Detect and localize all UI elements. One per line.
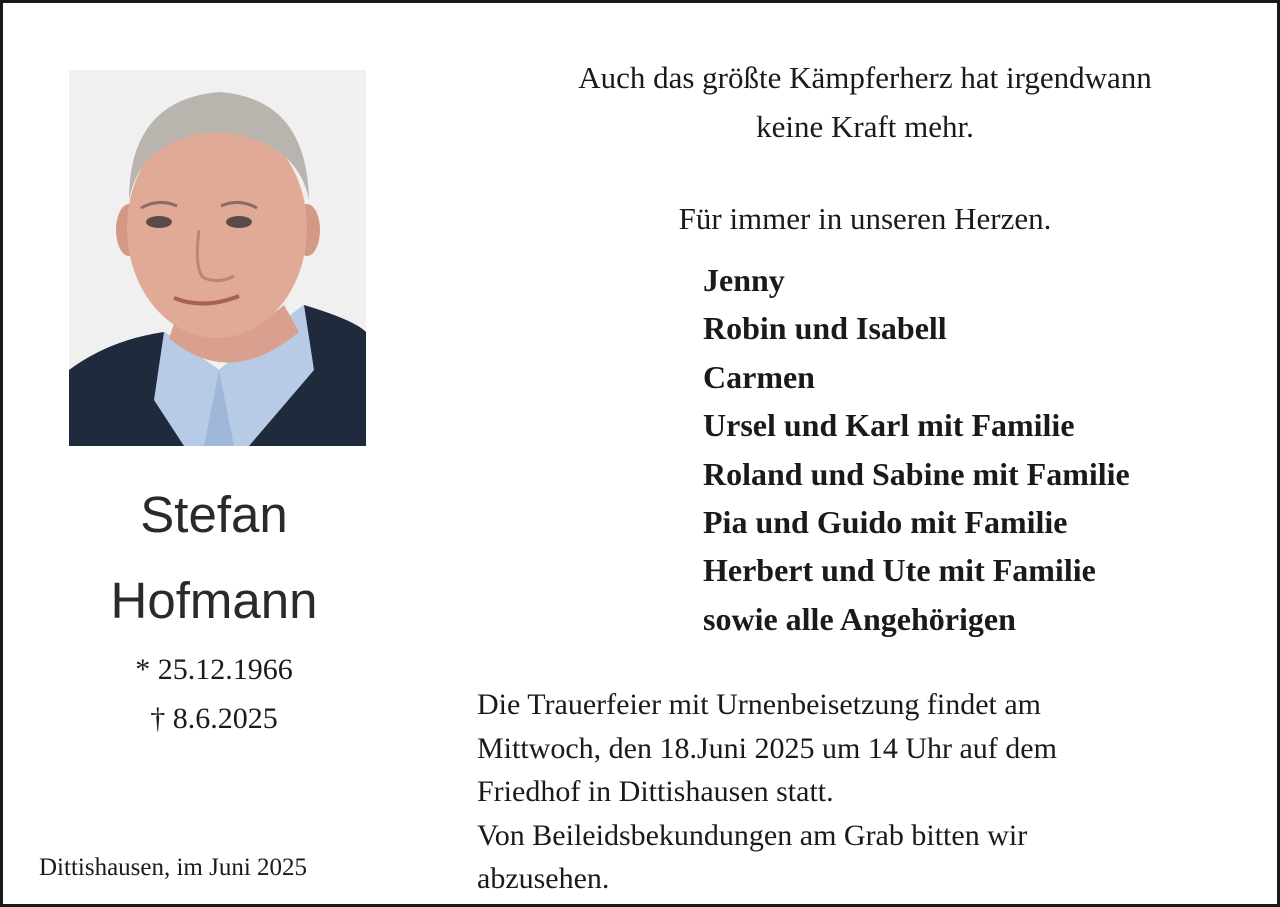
service-line: Von Beileidsbekundungen am Grab bitten wir	[477, 818, 1028, 852]
service-line: Mittwoch, den 18.Juni 2025 um 14 Uhr auf dem	[477, 731, 1057, 765]
mourner-entry: Pia und Guido mit Familie	[703, 503, 1068, 540]
place-and-date: Dittishausen, im Juni 2025	[39, 854, 308, 881]
remembrance-line: Für immer in unseren Herzen.	[678, 201, 1052, 236]
death-date: † 8.6.2025	[150, 702, 278, 735]
mourner-entry: Robin und Isabell	[703, 310, 947, 347]
deceased-first-name: Stefan	[140, 486, 288, 543]
mourner-entry: Ursel und Karl mit Familie	[703, 407, 1075, 444]
mourner-entry: Herbert und Ute mit Familie	[703, 552, 1096, 589]
mourner-entry: sowie alle Angehörigen	[703, 600, 1016, 637]
mourner-entry: Jenny	[703, 262, 785, 298]
mourner-entry: Carmen	[703, 358, 815, 395]
mourner-entry: Roland und Sabine mit Familie	[703, 455, 1130, 492]
portrait-illustration	[69, 70, 366, 446]
funeral-service-notice	[477, 683, 1057, 901]
service-line: Friedhof in Dittishausen statt.	[477, 775, 834, 808]
deceased-last-name: Hofmann	[110, 572, 318, 629]
quote-line-1: Auch das größte Kämpferherz hat irgendwann	[578, 60, 1152, 95]
quote-line-2: keine Kraft mehr.	[756, 109, 974, 144]
mourners-list	[703, 256, 1130, 643]
portrait-photo	[69, 70, 366, 446]
service-line: Die Trauerfeier mit Urnenbeisetzung findet am	[477, 688, 1041, 721]
birth-date: * 25.12.1966	[135, 653, 293, 686]
service-line: abzusehen.	[477, 862, 610, 895]
